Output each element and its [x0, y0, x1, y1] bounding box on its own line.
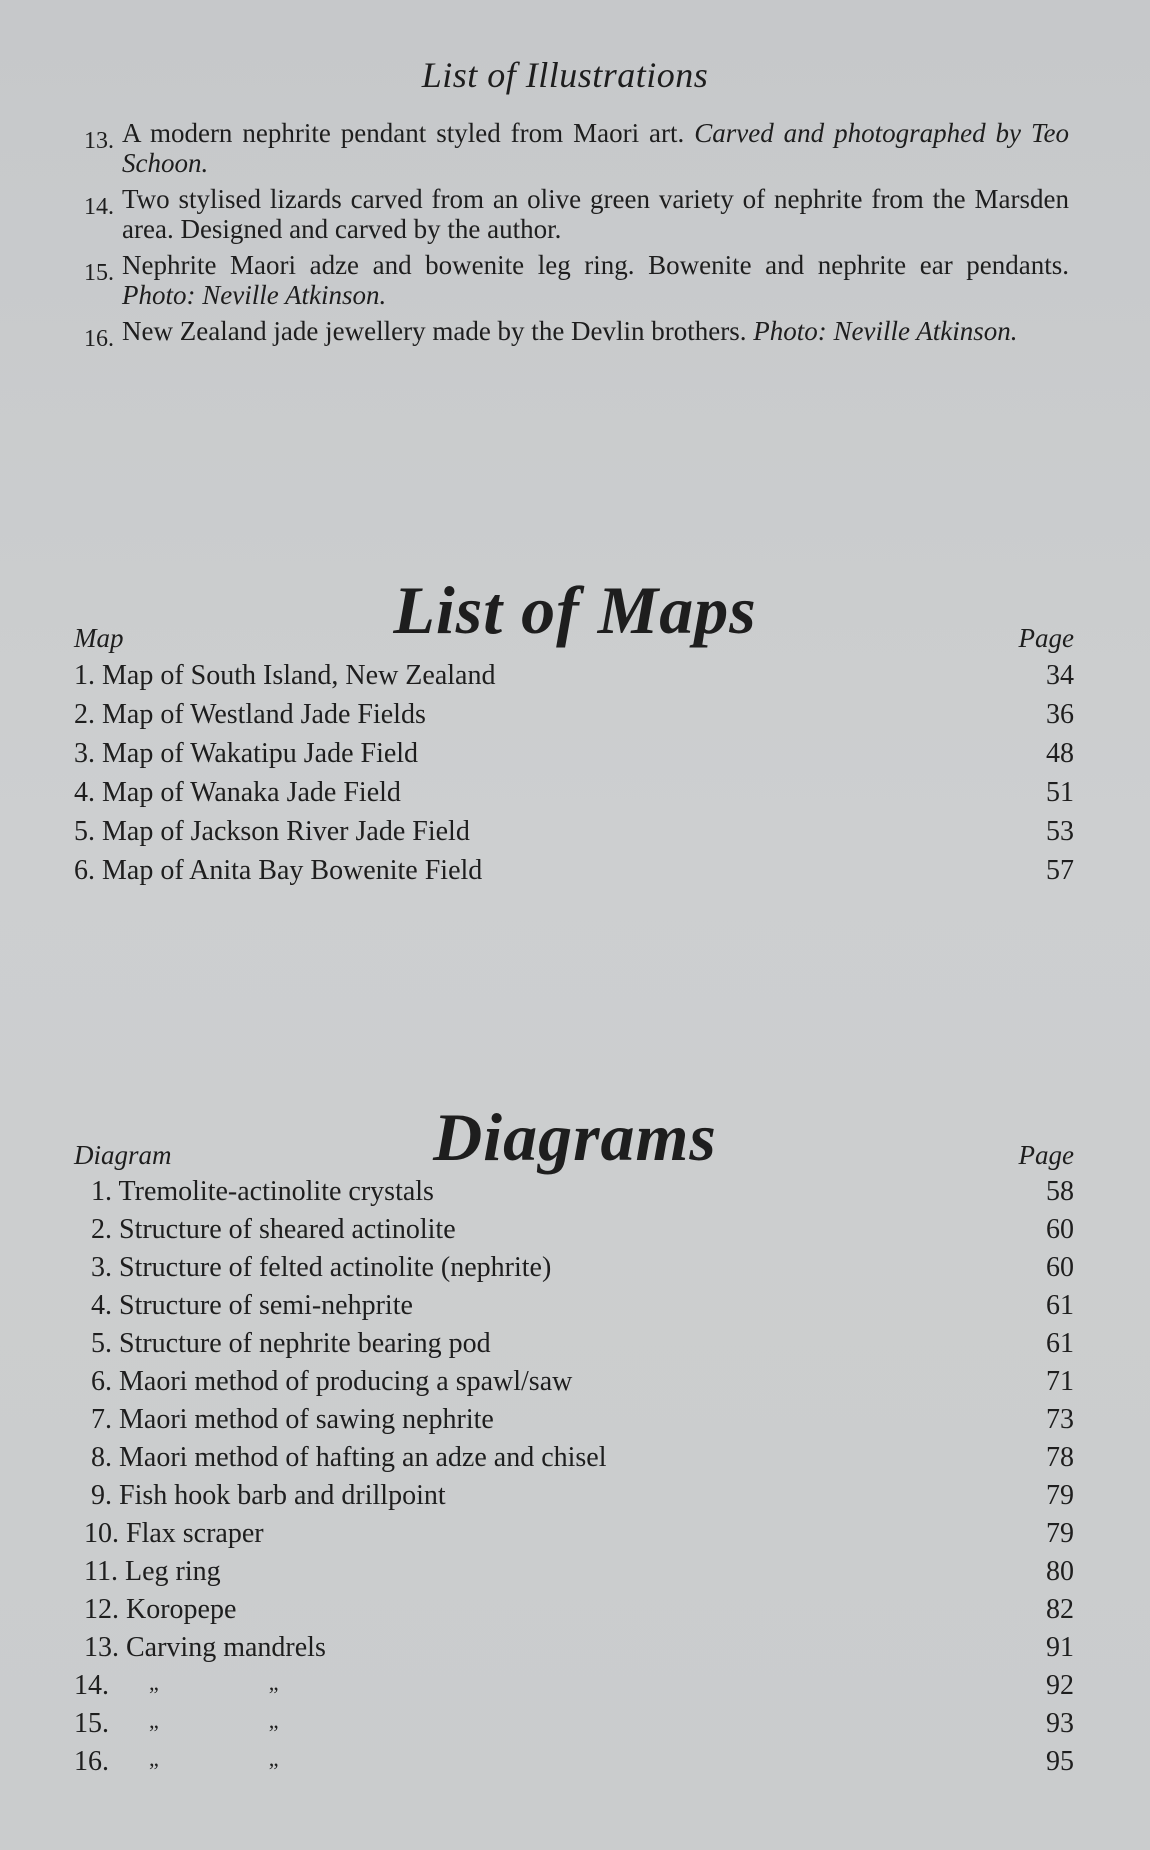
- item-number: 15.: [74, 1708, 109, 1739]
- item-number: 13.: [84, 128, 114, 154]
- caption: New Zealand jade jewellery made by the Devlin brothers.: [122, 316, 754, 346]
- diagram-title: 6. Maori method of producing a spawl/saw: [84, 1366, 573, 1397]
- table-header: [74, 620, 1074, 656]
- map-title: 6. Map of Anita Bay Bowenite Field: [74, 855, 483, 886]
- table-row: [74, 851, 1074, 890]
- table-row: [74, 1249, 1074, 1287]
- table-row: [74, 1173, 1074, 1211]
- credit: Photo: Neville Atkinson.: [753, 316, 1018, 346]
- page-number: 36: [1046, 699, 1074, 730]
- page-number: 80: [1046, 1556, 1074, 1587]
- diagram-title: 3. Structure of felted actinolite (nephrite): [84, 1252, 552, 1283]
- table-row: [74, 1553, 1074, 1591]
- table-row: [74, 695, 1074, 734]
- table-row: [74, 1439, 1074, 1477]
- item-number: 16.: [84, 326, 114, 352]
- page-number: 53: [1046, 816, 1074, 847]
- page-number: 73: [1046, 1404, 1074, 1435]
- item-number: 14.: [74, 1670, 109, 1701]
- list-item: [84, 316, 1069, 354]
- page-number: 60: [1046, 1252, 1074, 1283]
- item-text: [122, 184, 1069, 244]
- diagram-title: 4. Structure of semi-nehprite: [84, 1290, 413, 1321]
- maps-table: [74, 620, 1074, 890]
- page-number: 57: [1046, 855, 1074, 886]
- credit: Photo: Neville Atkinson.: [122, 280, 387, 310]
- page-number: 78: [1046, 1442, 1074, 1473]
- illustrations-list: [84, 118, 1069, 360]
- table-row: [74, 1705, 1074, 1743]
- table-row: [74, 656, 1074, 695]
- diagram-title: 11. Leg ring: [84, 1556, 221, 1587]
- item-text: [122, 118, 1069, 178]
- column-header-diagram: Diagram: [74, 1140, 172, 1170]
- item-text: [122, 316, 1069, 354]
- maps-heading: List of Maps: [393, 571, 757, 648]
- item-number: 15.: [84, 260, 114, 286]
- page-number: 71: [1046, 1366, 1074, 1397]
- diagram-title: 13. Carving mandrels: [84, 1632, 326, 1663]
- ditto-mark: ”: [149, 1758, 159, 1783]
- column-header-page: Page: [1018, 623, 1074, 653]
- diagram-title: 1. Tremolite-actinolite crystals: [84, 1176, 434, 1207]
- list-item: [84, 118, 1069, 178]
- table-row: [74, 1211, 1074, 1249]
- page-number: 93: [1046, 1708, 1074, 1739]
- table-row: [74, 773, 1074, 812]
- page-number: 48: [1046, 738, 1074, 769]
- caption: A modern nephrite pendant styled from Maori art.: [122, 118, 695, 148]
- table-row: [74, 1591, 1074, 1629]
- page-number: 79: [1046, 1518, 1074, 1549]
- list-item: [84, 250, 1069, 310]
- page-number: 95: [1046, 1746, 1074, 1777]
- table-row: [74, 1743, 1074, 1781]
- diagram-title: 10. Flax scraper: [84, 1518, 264, 1549]
- table-row: [74, 1515, 1074, 1553]
- table-row: [74, 1325, 1074, 1363]
- diagram-title: 5. Structure of nephrite bearing pod: [84, 1328, 491, 1359]
- table-row: [74, 1287, 1074, 1325]
- diagram-title: 9. Fish hook barb and drillpoint: [84, 1480, 446, 1511]
- table-row: [74, 734, 1074, 773]
- column-header-page: Page: [1018, 1140, 1074, 1170]
- item-number: 14.: [84, 194, 114, 220]
- item-text: [122, 250, 1069, 310]
- ditto-mark: ”: [268, 1758, 279, 1783]
- item-number: 16.: [74, 1746, 109, 1777]
- caption: Nephrite Maori adze and bowenite leg ring. Bowenite and nephrite ear pendants.: [122, 250, 1069, 280]
- ditto-mark: ”: [149, 1682, 159, 1707]
- map-title: 2. Map of Westland Jade Fields: [74, 699, 426, 730]
- diagram-title: 12. Koropepe: [84, 1594, 237, 1625]
- page-number: 58: [1046, 1176, 1074, 1207]
- running-head: List of Illustrations: [421, 55, 709, 95]
- table-row: [74, 1477, 1074, 1515]
- diagram-title: [74, 1743, 279, 1781]
- page-number: 92: [1046, 1670, 1074, 1701]
- map-title: 1. Map of South Island, New Zealand: [74, 660, 496, 691]
- ditto-mark: ”: [149, 1720, 159, 1745]
- table-row: [74, 1363, 1074, 1401]
- diagram-title: 7. Maori method of sawing nephrite: [84, 1404, 494, 1435]
- page-number: 82: [1046, 1594, 1074, 1625]
- diagram-title: [74, 1667, 279, 1705]
- map-title: 5. Map of Jackson River Jade Field: [74, 816, 470, 847]
- page-number: 51: [1046, 777, 1074, 808]
- page-number: 91: [1046, 1632, 1074, 1663]
- page-number: 61: [1046, 1328, 1074, 1359]
- column-header-map: Map: [74, 623, 124, 653]
- credit: Carved and photographed by Teo Schoon.: [122, 118, 1070, 178]
- caption: Two stylised lizards carved from an olive green variety of nephrite from the Marsden area. Designed and carved by the author.: [122, 184, 1069, 244]
- diagrams-table: [74, 1137, 1074, 1781]
- table-header: [74, 1137, 1074, 1173]
- map-title: 3. Map of Wakatipu Jade Field: [74, 738, 419, 769]
- page-number: 60: [1046, 1214, 1074, 1245]
- diagram-title: [74, 1705, 279, 1743]
- ditto-mark: ”: [268, 1682, 279, 1707]
- ditto-mark: ”: [268, 1720, 279, 1745]
- table-row: [74, 1667, 1074, 1705]
- page-number: 61: [1046, 1290, 1074, 1321]
- page-number: 79: [1046, 1480, 1074, 1511]
- diagram-title: 8. Maori method of hafting an adze and chisel: [84, 1442, 607, 1473]
- table-row: [74, 1629, 1074, 1667]
- table-row: [74, 812, 1074, 851]
- map-title: 4. Map of Wanaka Jade Field: [74, 777, 401, 808]
- diagram-title: 2. Structure of sheared actinolite: [84, 1214, 456, 1245]
- table-row: [74, 1401, 1074, 1439]
- diagrams-heading: Diagrams: [433, 1098, 717, 1175]
- list-item: [84, 184, 1069, 244]
- page-number: 34: [1046, 660, 1074, 691]
